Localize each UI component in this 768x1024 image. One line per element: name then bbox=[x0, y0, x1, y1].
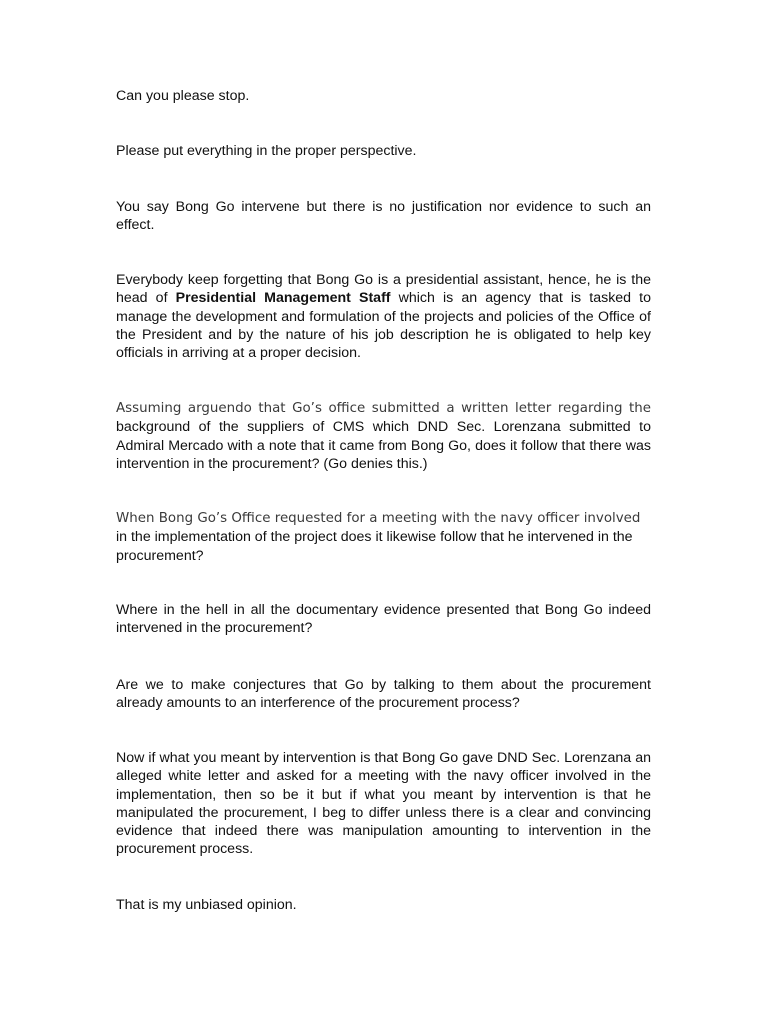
paragraph-no-evidence: You say Bong Go intervene but there is no justification nor evidence to such an effect. bbox=[116, 199, 651, 234]
paragraph-perspective: Please put everything in the proper perspective. bbox=[116, 143, 417, 159]
paragraph-text: Everybody keep forgetting that Bong Go is a presidential assistant, hence, he is the head of bbox=[116, 272, 651, 307]
paragraph-documentary-evidence: Where in the hell in all the documentary evidence presented that Bong Go indeed intervened in the procurement? bbox=[116, 602, 651, 637]
paragraph-presidential-assistant bbox=[116, 271, 651, 362]
paragraph-text: and by the nature of his job description he is obligated to help key officials in arriving at a proper decision. bbox=[116, 326, 651, 362]
paragraph-conjectures: Are we to make conjectures that Go by talking to them about the procurement already amounts to an interference of the procurement process? bbox=[116, 677, 651, 712]
paragraph-request-stop: Can you please stop. bbox=[116, 88, 250, 104]
paragraph-closing-opinion: That is my unbiased opinion. bbox=[116, 897, 297, 913]
paragraph-text: in the implementation of the project does it likewise follow that he intervened in the procurement? bbox=[116, 529, 633, 564]
agency-name-bold: Presidential Management Staff bbox=[175, 290, 391, 307]
paragraph-assuming-arguendo bbox=[116, 399, 651, 473]
paragraph-intervention-definition: Now if what you meant by intervention is that Bong Go gave DND Sec. Lorenzana an alleged white letter and asked for a meeting with the navy officer involved in the implementation, then so be it but if what you meant by intervention is that he manipulated the procurement, I beg to differ unless there is a clear and convincing evidence that indeed there was manipulation amounting to intervention in the procurement process. bbox=[116, 750, 651, 858]
paragraph-text: background of the suppliers of CMS which DND Sec. Lorenzana submitted to Admiral Mercado with a note that it came from Bong Go, does it follow that there was intervention in the procurement? (Go denies this.) bbox=[116, 419, 651, 472]
paragraph-text: which is an agency that is tasked to manage the development and formulation of the projects and policies of the Office of the President bbox=[116, 290, 652, 343]
paragraph-lead-line: When Bong Go’s Office requested for a meeting with the navy officer involved bbox=[116, 511, 641, 526]
paragraph-meeting-request bbox=[116, 509, 651, 565]
paragraph-lead-line: Assuming arguendo that Go’s office submitted a written letter regarding the bbox=[116, 401, 651, 416]
